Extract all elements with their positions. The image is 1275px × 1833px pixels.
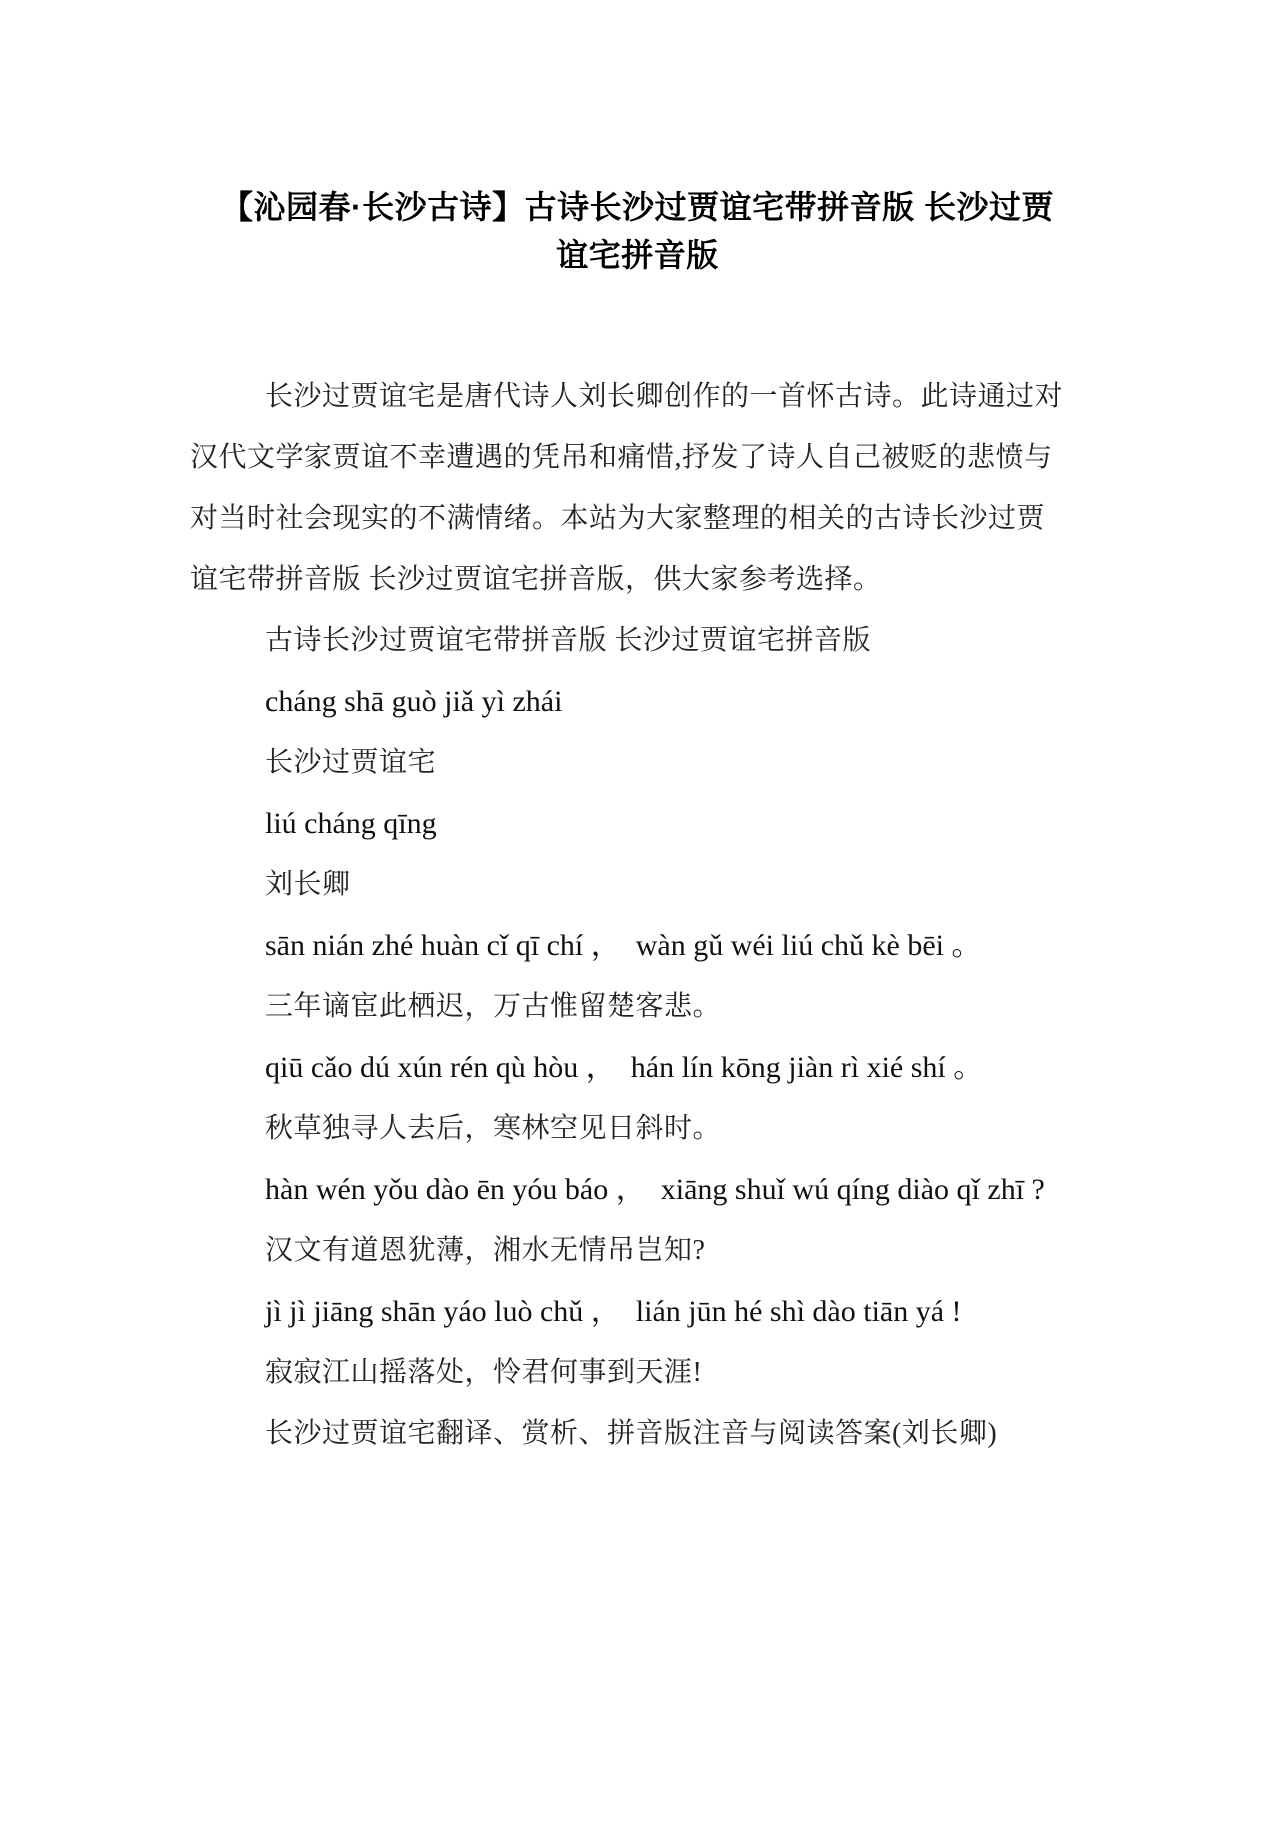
poem-couplet-hanzi: 汉文有道恩犹薄，湘水无情吊岂知? bbox=[265, 1235, 706, 1266]
poem-author-pinyin: liú cháng qīng bbox=[265, 807, 437, 840]
intro-line: 谊宅带拼音版 长沙过贾谊宅拼音版，供大家参考选择。 bbox=[190, 564, 882, 595]
intro-line: 汉代文学家贾谊不幸遭遇的凭吊和痛惜,抒发了诗人自己被贬的悲愤与 bbox=[190, 442, 1053, 473]
poem-couplet-hanzi: 秋草独寻人去后，寒林空见日斜时。 bbox=[265, 1113, 722, 1144]
poem-author-hanzi: 刘长卿 bbox=[265, 869, 351, 900]
poem-footer-line: 长沙过贾谊宅翻译、赏析、拼音版注音与阅读答案(刘长卿) bbox=[265, 1418, 998, 1449]
intro-line: 对当时社会现实的不满情绪。本站为大家整理的相关的古诗长沙过贾 bbox=[190, 503, 1046, 534]
poem-title-pinyin: cháng shā guò jiǎ yì zhái bbox=[265, 685, 563, 718]
page-title bbox=[190, 183, 1085, 279]
poem-couplet-pinyin: qiū cǎo dú xún rén qù hòu ， hán lín kōng jiàn rì xié shí 。 bbox=[265, 1051, 984, 1084]
page-title-line-2: 谊宅拼音版 bbox=[556, 237, 719, 273]
page-title-line-1: 【沁园春·长沙古诗】古诗长沙过贾谊宅带拼音版 长沙过贾 bbox=[220, 189, 1055, 225]
document-page bbox=[0, 183, 1275, 1833]
poem-couplet-hanzi: 三年谪宦此栖迟，万古惟留楚客悲。 bbox=[265, 991, 722, 1022]
poem-couplet-hanzi: 寂寂江山摇落处，怜君何事到天涯! bbox=[265, 1357, 703, 1388]
poem-couplet-pinyin: sān nián zhé huàn cǐ qī chí ， wàn gǔ wéi liú chǔ kè bēi 。 bbox=[265, 929, 982, 962]
poem-section-heading: 古诗长沙过贾谊宅带拼音版 长沙过贾谊宅拼音版 bbox=[265, 625, 872, 656]
intro-line: 长沙过贾谊宅是唐代诗人刘长卿创作的一首怀古诗。此诗通过对 bbox=[265, 381, 1064, 412]
poem-couplet-pinyin: jì jì jiāng shān yáo luò chǔ ， lián jūn hé shì dào tiān yá ! bbox=[265, 1295, 962, 1328]
poem-title-hanzi: 长沙过贾谊宅 bbox=[265, 747, 437, 778]
document-body bbox=[190, 366, 1085, 1464]
poem-couplet-pinyin: hàn wén yǒu dào ēn yóu báo ， xiāng shuǐ wú qíng diào qǐ zhī ? bbox=[265, 1173, 1045, 1206]
